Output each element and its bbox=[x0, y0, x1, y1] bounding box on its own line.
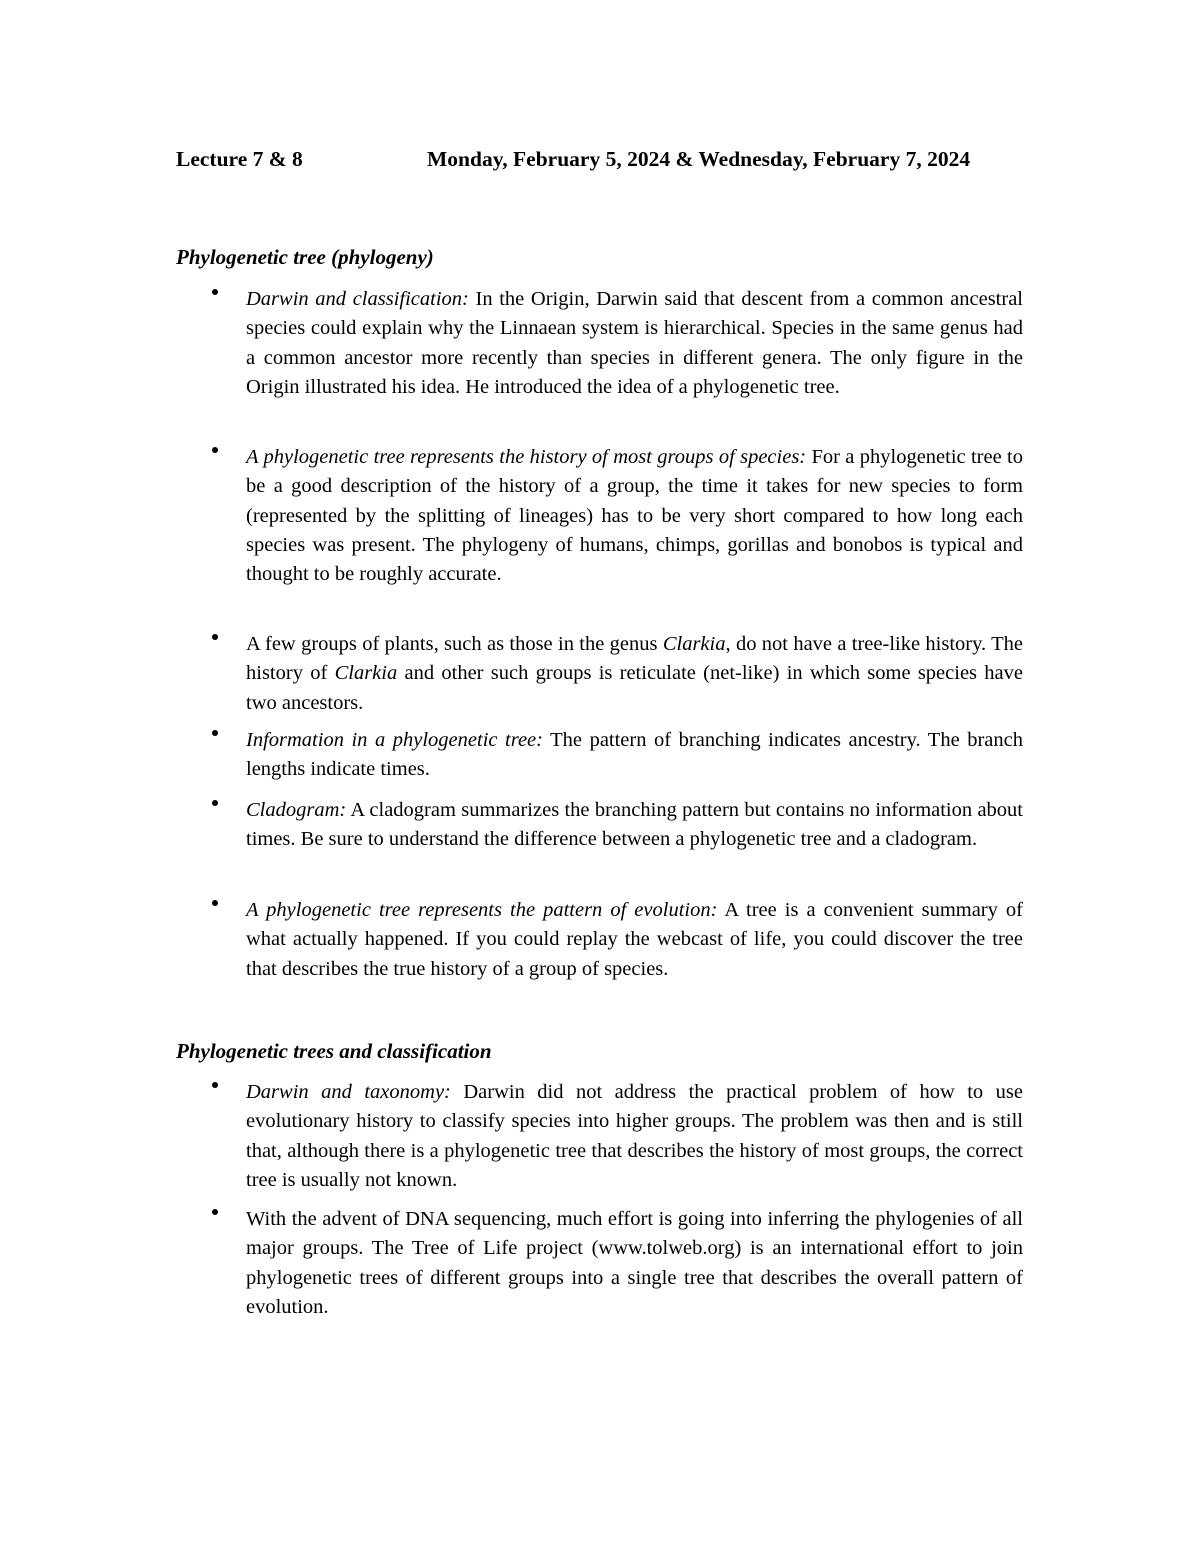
genus-name: Clarkia bbox=[662, 633, 726, 655]
bullet-text: The pattern of branching indicates ancestry. The branch lengths indicate times. bbox=[246, 729, 1023, 781]
bullet-lead: Cladogram: bbox=[246, 799, 347, 821]
bullet-clarkia bbox=[246, 630, 1023, 718]
bullet-text: A cladogram summarizes the branching pattern but contains no information about times. Be sure to understand the difference between a phylogenetic tree and a cladogram. bbox=[246, 799, 1023, 851]
bullet-lead: A phylogenetic tree represents the history of most groups of species: bbox=[246, 446, 807, 468]
section-title-phylogenetic-tree: Phylogenetic tree (phylogeny) bbox=[176, 245, 434, 269]
lecture-dates: Monday, February 5, 2024 & Wednesday, February 7, 2024 bbox=[427, 147, 971, 171]
lecture-number: Lecture 7 & 8 bbox=[176, 147, 303, 171]
bullet-dna-sequencing bbox=[246, 1205, 1023, 1322]
bullet-text: Darwin did not address the practical problem of how to use evolutionary history to classify species into higher groups. The problem was then and is still that, although there is a phylogenetic tree that describes the history of most groups, the correct tree is usually not known. bbox=[246, 1081, 1023, 1191]
bullet-darwin-classification bbox=[246, 285, 1023, 402]
bullet-lead: A phylogenetic tree represents the pattern of evolution: bbox=[246, 899, 718, 921]
section-title-classification: Phylogenetic trees and classification bbox=[176, 1039, 492, 1063]
genus-name: Clarkia bbox=[334, 662, 398, 685]
bullet-lead: Darwin and classification: bbox=[246, 288, 469, 310]
bullet-pattern-of-evolution bbox=[246, 896, 1023, 984]
bullet-text: A few groups of plants, such as those in the genus bbox=[246, 633, 663, 655]
bullet-lead: Darwin and taxonomy: bbox=[246, 1081, 451, 1103]
bullet-tree-information bbox=[246, 726, 1023, 785]
bullet-lead: Information in a phylogenetic tree: bbox=[246, 729, 543, 751]
bullet-cladogram bbox=[246, 796, 1023, 855]
bullet-text: A tree is a convenient summary of what actually happened. If you could replay the webcast of life, you could discover the tree that describes the true history of a group of species. bbox=[246, 899, 1023, 980]
bullet-text: In the Origin, Darwin said that descent from a common ancestral species could explain why the Linnaean system is hierarchical. Species in the same genus had a common ancestor more recently than species in different genera. The only figure in the Origin illustrated his idea. He introduced the idea of a phylogenetic tree. bbox=[246, 288, 1023, 398]
bullet-tree-history bbox=[246, 443, 1023, 589]
bullet-text: , do not have a tree-like history. The history of bbox=[246, 633, 1023, 685]
bullet-text: For a phylogenetic tree to be a good description of the history of a group, the time it takes for new species to form (represented by the splitting of lineages) has to be very short compared to how long each species was present. The phylogeny of humans, chimps, gorillas and bonobos is typical and thought to be roughly accurate. bbox=[246, 446, 1023, 586]
lecture-header bbox=[176, 143, 1026, 175]
bullet-text: and other such groups is reticulate (net-like) in which some species have two ancestors. bbox=[246, 662, 1023, 714]
bullet-darwin-taxonomy bbox=[246, 1078, 1023, 1195]
bullet-text: With the advent of DNA sequencing, much effort is going into inferring the phylogenies of all major groups. The Tree of Life project (www.tolweb.org) is an international effort to join phylogenetic trees of different groups into a single tree that describes the overall pattern of evolution. bbox=[246, 1208, 1023, 1318]
